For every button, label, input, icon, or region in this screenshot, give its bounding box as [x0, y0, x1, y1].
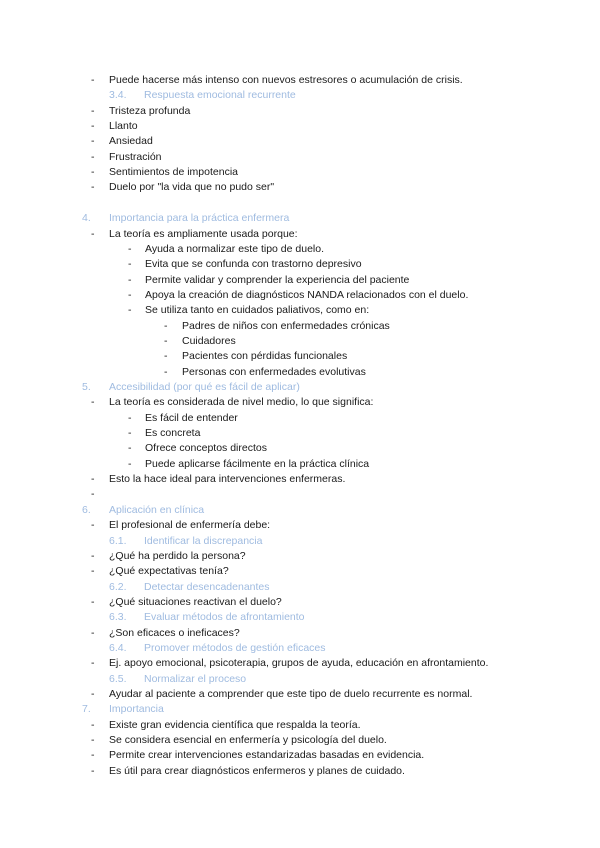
list-marker: - [164, 334, 168, 347]
list-marker: 6.4. [109, 641, 127, 654]
list-marker: 6. [82, 503, 91, 516]
list-marker: 6.1. [109, 534, 127, 547]
item-text: Es fácil de entender [145, 411, 238, 424]
item-text: Permite validar y comprender la experiencia del paciente [145, 273, 410, 286]
item-text: Pacientes con pérdidas funcionales [182, 350, 348, 363]
item-text: Esto la hace ideal para intervenciones enfermeras. [109, 473, 346, 486]
list-marker: - [91, 166, 95, 179]
item-text: Tristeza profunda [109, 104, 191, 117]
item-text: Ayuda a normalizar este tipo de duelo. [145, 242, 325, 255]
list-marker: - [91, 473, 95, 486]
list-marker: - [91, 549, 95, 562]
item-text: Ej. apoyo emocional, psicoterapia, grupos de ayuda, educación en afrontamiento. [109, 657, 489, 670]
list-marker: - [91, 657, 95, 670]
item-text: Identificar la discrepancia [144, 534, 263, 547]
item-text: Importancia [109, 703, 164, 716]
item-text: Llanto [109, 120, 138, 133]
item-text: Detectar desencadenantes [144, 580, 270, 593]
item-text: Respuesta emocional recurrente [144, 89, 296, 102]
list-marker: - [91, 396, 95, 409]
list-marker: 3.4. [109, 89, 127, 102]
list-marker: - [91, 488, 95, 501]
list-marker: - [128, 258, 132, 271]
list-marker: - [164, 319, 168, 332]
item-text: Evaluar métodos de afrontamiento [144, 611, 305, 624]
item-text: Se considera esencial en enfermería y psicología del duelo. [109, 734, 387, 747]
item-text: Puede hacerse más intenso con nuevos estresores o acumulación de crisis. [109, 74, 463, 86]
item-text: Puede aplicarse fácilmente en la práctica clínica [145, 457, 370, 470]
item-text: La teoría es considerada de nivel medio, lo que significa: [109, 396, 374, 409]
item-text: Sentimientos de impotencia [109, 166, 238, 179]
list-marker: - [91, 150, 95, 163]
list-marker: - [128, 273, 132, 286]
list-marker: - [91, 181, 95, 194]
item-text: Se utiliza tanto en cuidados paliativos, como en: [145, 304, 370, 317]
item-text: Frustración [109, 150, 162, 163]
list-marker: 7. [82, 703, 91, 716]
list-marker: - [91, 734, 95, 747]
item-text: El profesional de enfermería debe: [109, 519, 271, 532]
item-text: Ansiedad [109, 135, 153, 148]
list-marker: 6.2. [109, 580, 127, 593]
list-marker: - [91, 120, 95, 133]
item-text: Promover métodos de gestión eficaces [144, 641, 326, 654]
item-text: Personas con enfermedades evolutivas [182, 365, 366, 378]
item-text: Padres de niños con enfermedades crónicas [182, 319, 390, 332]
list-marker: 6.3. [109, 611, 127, 624]
list-marker: - [91, 595, 95, 608]
item-text: Duelo por "la vida que no pudo ser" [109, 181, 275, 194]
list-marker: 5. [82, 381, 91, 393]
item-text: Normalizar el proceso [144, 672, 247, 685]
item-text: Cuidadores [182, 334, 236, 347]
list-marker: - [91, 74, 95, 86]
list-marker: - [91, 764, 95, 777]
item-text: Importancia para la práctica enfermera [109, 212, 290, 225]
item-text: Aplicación en clínica [109, 503, 205, 516]
item-text: Es concreta [145, 427, 201, 440]
list-marker: - [128, 457, 132, 470]
item-text: Existe gran evidencia científica que respalda la teoría. [109, 718, 361, 731]
list-marker: - [91, 718, 95, 731]
item-text: Evita que se confunda con trastorno depresivo [145, 258, 362, 271]
list-marker: - [128, 304, 132, 317]
item-text: ¿Qué ha perdido la persona? [109, 549, 246, 562]
list-marker: - [91, 519, 95, 532]
item-text: ¿Qué situaciones reactivan el duelo? [109, 595, 282, 608]
item-text: Ofrece conceptos directos [145, 442, 267, 455]
list-marker: 6.5. [109, 672, 127, 685]
item-text: Ayudar al paciente a comprender que este tipo de duelo recurrente es normal. [109, 688, 473, 700]
list-marker: - [128, 427, 132, 440]
list-marker: 4. [82, 212, 91, 225]
item-text: ¿Qué expectativas tenía? [109, 565, 229, 578]
list-marker: - [164, 365, 168, 378]
list-marker: - [91, 626, 95, 639]
item-text: Accesibilidad (por qué es fácil de aplicar) [109, 381, 300, 393]
list-marker: - [91, 565, 95, 578]
item-text: Es útil para crear diagnósticos enfermeros y planes de cuidado. [109, 764, 405, 777]
list-marker: - [128, 442, 132, 455]
item-text: Apoya la creación de diagnósticos NANDA relacionados con el duelo. [145, 288, 469, 301]
list-marker: - [91, 135, 95, 148]
list-marker: - [128, 242, 132, 255]
list-marker: - [128, 288, 132, 301]
list-marker: - [164, 350, 168, 363]
item-text: ¿Son eficaces o ineficaces? [109, 626, 240, 639]
list-marker: - [91, 749, 95, 762]
list-marker: - [128, 411, 132, 424]
list-marker: - [91, 227, 95, 240]
item-text: Permite crear intervenciones estandarizadas basadas en evidencia. [109, 749, 425, 762]
list-marker: - [91, 104, 95, 117]
list-marker: - [91, 688, 95, 700]
item-text: La teoría es ampliamente usada porque: [109, 227, 298, 240]
